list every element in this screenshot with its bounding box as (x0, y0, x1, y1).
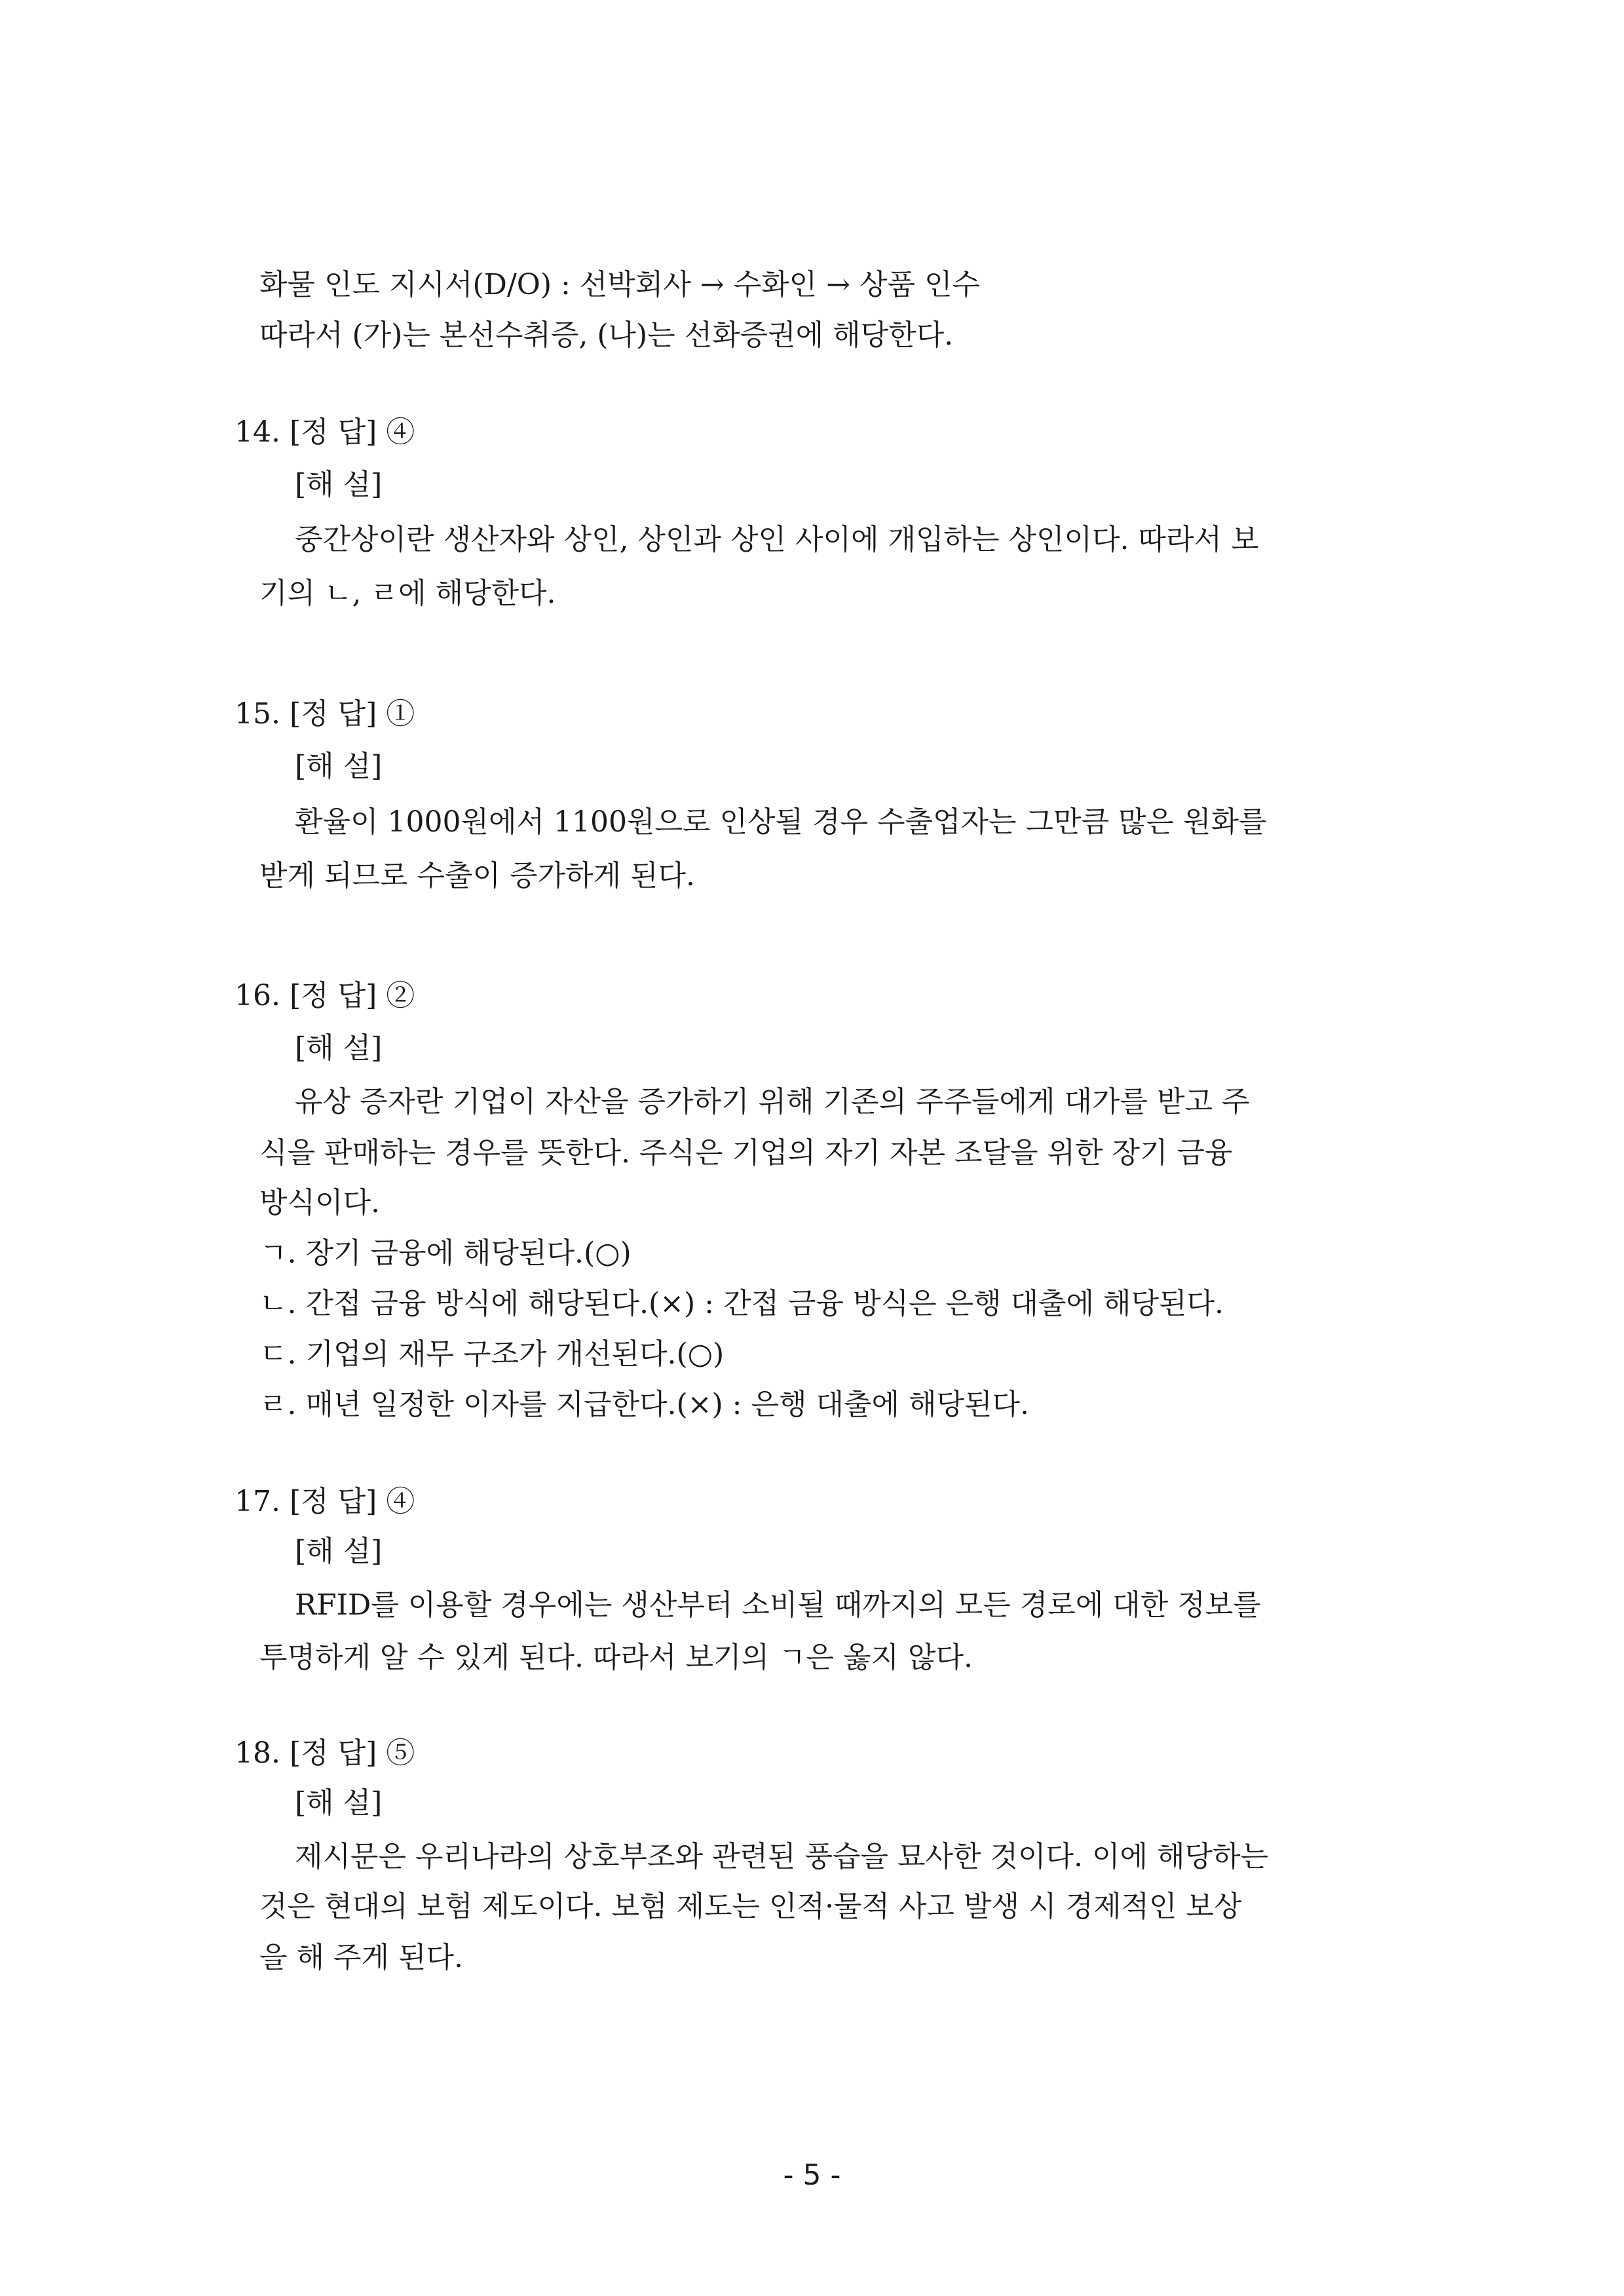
explanation-line: 제시문은 우리나라의 상호부조와 관련된 풍습을 묘사한 것이다. 이에 해당하는 (295, 1840, 1269, 1873)
explanation-line: 방식이다. (259, 1186, 381, 1219)
choice-line: ㄴ. 간접 금융 방식에 해당된다.(×) : 간접 금융 방식은 은행 대출에 해당된다. (259, 1287, 1224, 1320)
explanation-line: RFID를 이용할 경우에는 생산부터 소비될 때까지의 모든 경로에 대한 정보를 (295, 1588, 1261, 1622)
explanation-label: [해 설] (295, 750, 383, 783)
intro-line: 화물 인도 지시서(D/O) : 선박회사 → 수화인 → 상품 인수 (259, 268, 981, 301)
answer-header: 14. [정 답] ④ (235, 415, 415, 449)
explanation-label: [해 설] (295, 1031, 383, 1065)
answer-header: 17. [정 답] ④ (235, 1485, 415, 1518)
explanation-line: 식을 판매하는 경우를 뜻한다. 주식은 기업의 자기 자본 조달을 위한 장기 금융 (259, 1136, 1233, 1170)
explanation-line: 투명하게 알 수 있게 된다. 따라서 보기의 ㄱ은 옳지 않다. (259, 1641, 973, 1674)
explanation-line: 것은 현대의 보험 제도이다. 보험 제도는 인적·물적 사고 발생 시 경제적인 보상 (259, 1890, 1242, 1923)
explanation-line: 받게 되므로 수출이 증가하게 된다. (259, 859, 695, 892)
choice-line: ㄱ. 장기 금융에 해당된다.(○) (259, 1236, 632, 1270)
intro-line: 따라서 (가)는 본선수취증, (나)는 선화증권에 해당한다. (259, 318, 954, 352)
answer-header: 15. [정 답] ① (235, 697, 415, 731)
answer-header: 16. [정 답] ② (235, 979, 415, 1012)
explanation-line: 중간상이란 생산자와 상인, 상인과 상인 사이에 개입하는 상인이다. 따라서 보 (295, 523, 1259, 556)
explanation-label: [해 설] (295, 1535, 383, 1568)
explanation-label: [해 설] (295, 468, 383, 501)
explanation-line: 유상 증자란 기업이 자산을 증가하기 위해 기존의 주주들에게 대가를 받고 주 (295, 1085, 1250, 1119)
choice-line: ㄹ. 매년 일정한 이자를 지급한다.(×) : 은행 대출에 해당된다. (259, 1388, 1029, 1421)
choice-line: ㄷ. 기업의 재무 구조가 개선된다.(○) (259, 1337, 725, 1371)
explanation-label: [해 설] (295, 1786, 383, 1820)
answer-header: 18. [정 답] ⑤ (235, 1736, 415, 1770)
explanation-line: 환율이 1000원에서 1100원으로 인상될 경우 수출업자는 그만큼 많은 원화를 (295, 805, 1267, 839)
page-number: - 5 - (783, 2158, 841, 2192)
explanation-line: 기의 ㄴ, ㄹ에 해당한다. (259, 577, 556, 610)
explanation-line: 을 해 주게 된다. (259, 1941, 463, 1974)
